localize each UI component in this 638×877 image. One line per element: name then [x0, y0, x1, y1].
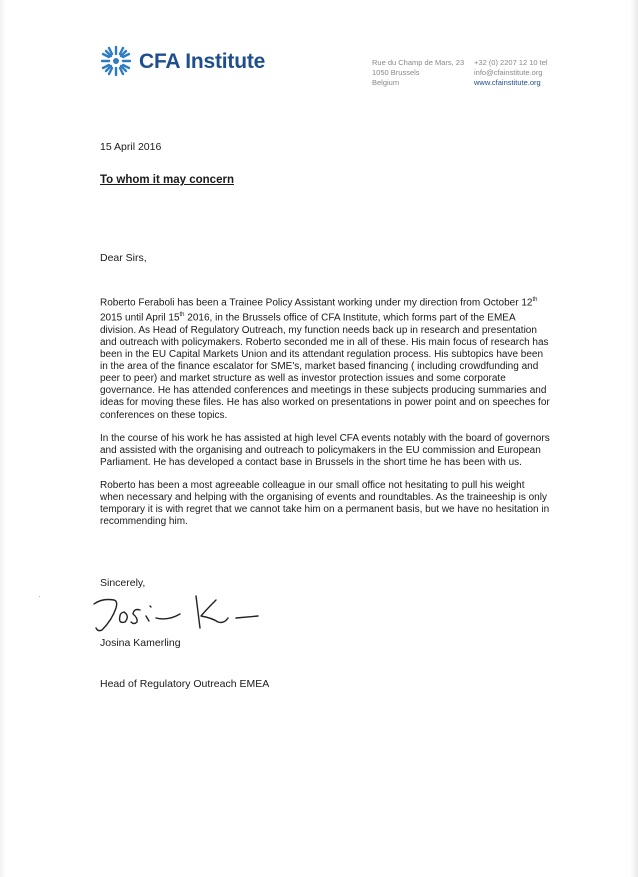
body-paragraph	[100, 294, 550, 422]
paragraph-text: Roberto Feraboli has been a Trainee Policy Assistant working under my direction from October 12	[100, 297, 533, 309]
letter-body	[100, 294, 550, 539]
ordinal-suffix: th	[179, 312, 185, 319]
email-address: info@cfainstitute.org	[474, 68, 543, 77]
body-paragraph: In the course of his work he has assisted at high level CFA events notably with the board of governors and assisted with the organising and outreach to policymakers in the EU commission and European Parliament. He has developed a contact base in Brussels in the short time he has been with us.	[100, 432, 550, 468]
scan-speck: ·	[38, 592, 41, 601]
paragraph-text: 2016, in the Brussels office of CFA Institute, which forms part of the EMEA division. As Head of Regulatory Outreach, my function needs back up in research and presentation and outreach with policymakers. Roberto seconded me in all of these. His main focus of research has been in the EU Capital Markets Union and its attendant regulation process. His subtopics have been in the area of the finance escalator for SME's, market based financing ( including crowdfunding and peer to peer) and market structure as well as investor protection issues and some corporate governance. He has attended conferences and meetings in these subjects producing summaries and ideas for moving these files. He has also worked on presentations in power point and on speeches for conferences on these topics.	[100, 312, 550, 421]
closing: Sincerely,	[100, 577, 146, 589]
paragraph-text: 2015 until April 15	[100, 312, 180, 324]
signer-name: Josina Kamerling	[100, 637, 181, 649]
website-link: www.cfainstitute.org	[474, 78, 541, 87]
signer-title: Head of Regulatory Outreach EMEA	[100, 678, 270, 690]
salutation: Dear Sirs,	[100, 252, 147, 264]
ordinal-suffix: th	[532, 297, 538, 303]
office-address	[372, 58, 464, 88]
body-paragraph: Roberto has been a most agreeable colleague in our small office not hesitating to pull his weight when necessary and helping with the organising of events and roundtables. As the traineeship is only temporary it is with regret that we cannot take him on a permanent basis, but we have no hesitation in recommending him.	[100, 479, 550, 528]
handwritten-signature	[88, 588, 298, 638]
office-contact	[474, 58, 548, 88]
phone-number: +32 (0) 2207 12 10 tel	[474, 58, 548, 67]
cfa-globe-logo-icon	[99, 44, 133, 78]
letter-subject: To whom it may concern	[100, 174, 234, 186]
letter-date: 15 April 2016	[100, 141, 162, 153]
address-line: Rue du Champ de Mars, 23	[372, 58, 465, 67]
address-line: Belgium	[372, 78, 400, 87]
address-line: 1050 Brussels	[372, 68, 420, 77]
brand-name: CFA Institute	[139, 50, 266, 73]
cfa-logo	[99, 44, 269, 80]
